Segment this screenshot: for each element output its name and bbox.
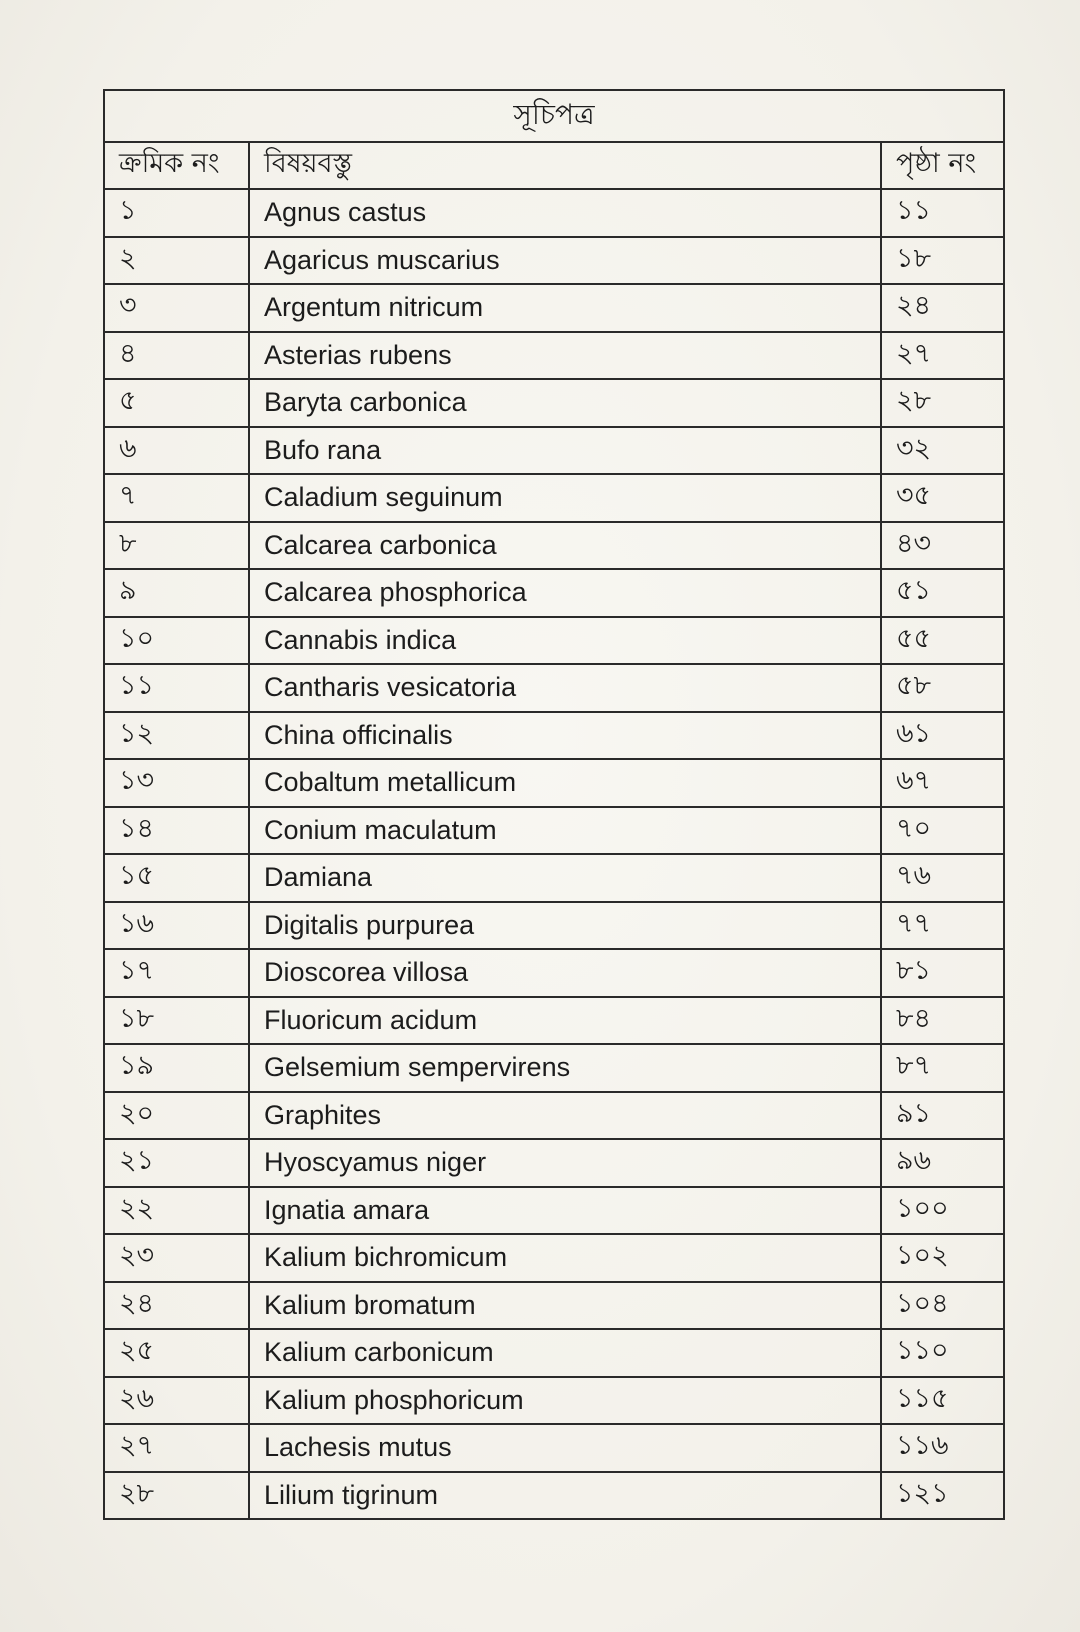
- page-number-cell: ১১৫: [881, 1377, 1004, 1425]
- page-number-cell: ৪৩: [881, 522, 1004, 570]
- page-number-cell: ২৪: [881, 284, 1004, 332]
- column-header-page: পৃষ্ঠা নং: [881, 142, 1004, 189]
- column-header-serial: ক্রমিক নং: [104, 142, 249, 189]
- table-row: [104, 902, 1004, 950]
- serial-cell: ১৫: [104, 854, 249, 902]
- page-number-cell: ১০০: [881, 1187, 1004, 1235]
- page-number-cell: ৬১: [881, 712, 1004, 760]
- page-number-cell: ৯৬: [881, 1139, 1004, 1187]
- table-row: [104, 712, 1004, 760]
- serial-cell: ২৬: [104, 1377, 249, 1425]
- serial-cell: ১৮: [104, 997, 249, 1045]
- table-row: [104, 759, 1004, 807]
- table-row: [104, 379, 1004, 427]
- serial-cell: ২২: [104, 1187, 249, 1235]
- table-row: [104, 332, 1004, 380]
- table-row: [104, 1234, 1004, 1282]
- serial-cell: ২০: [104, 1092, 249, 1140]
- table-row: [104, 617, 1004, 665]
- remedy-name-cell: Bufo rana: [249, 427, 881, 475]
- serial-cell: ১৬: [104, 902, 249, 950]
- page-number-cell: ৫১: [881, 569, 1004, 617]
- table-row: [104, 1472, 1004, 1520]
- table-row: [104, 522, 1004, 570]
- serial-cell: ২৪: [104, 1282, 249, 1330]
- page-number-cell: ৯১: [881, 1092, 1004, 1140]
- remedy-name-cell: Fluoricum acidum: [249, 997, 881, 1045]
- remedy-name-cell: Kalium phosphoricum: [249, 1377, 881, 1425]
- table-row: [104, 664, 1004, 712]
- remedy-name-cell: Cobaltum metallicum: [249, 759, 881, 807]
- table-row: [104, 427, 1004, 475]
- serial-cell: ৫: [104, 379, 249, 427]
- table-row: [104, 997, 1004, 1045]
- table-row: [104, 1044, 1004, 1092]
- page-number-cell: ৩৫: [881, 474, 1004, 522]
- table-title-row: [104, 90, 1004, 142]
- table-row: [104, 1187, 1004, 1235]
- remedy-name-cell: Agaricus muscarius: [249, 237, 881, 285]
- remedy-name-cell: Conium maculatum: [249, 807, 881, 855]
- page-number-cell: ১০২: [881, 1234, 1004, 1282]
- page-number-cell: ৫৮: [881, 664, 1004, 712]
- table-row: [104, 1282, 1004, 1330]
- page-number-cell: ৮৭: [881, 1044, 1004, 1092]
- remedy-name-cell: Kalium bichromicum: [249, 1234, 881, 1282]
- page-number-cell: ১১৬: [881, 1424, 1004, 1472]
- remedy-name-cell: Kalium carbonicum: [249, 1329, 881, 1377]
- table-row: [104, 949, 1004, 997]
- remedy-name-cell: Graphites: [249, 1092, 881, 1140]
- serial-cell: ৪: [104, 332, 249, 380]
- page-number-cell: ১১০: [881, 1329, 1004, 1377]
- page-number-cell: ৭৭: [881, 902, 1004, 950]
- serial-cell: ১০: [104, 617, 249, 665]
- table-row: [104, 1092, 1004, 1140]
- page-number-cell: ১২১: [881, 1472, 1004, 1520]
- page-number-cell: ১১: [881, 189, 1004, 237]
- remedy-name-cell: Caladium seguinum: [249, 474, 881, 522]
- page-number-cell: ৫৫: [881, 617, 1004, 665]
- remedy-name-cell: Hyoscyamus niger: [249, 1139, 881, 1187]
- table-header-row: [104, 142, 1004, 189]
- page-number-cell: ৮১: [881, 949, 1004, 997]
- table-row: [104, 807, 1004, 855]
- serial-cell: ২৩: [104, 1234, 249, 1282]
- table-row: [104, 237, 1004, 285]
- remedy-name-cell: Digitalis purpurea: [249, 902, 881, 950]
- page-number-cell: ৩২: [881, 427, 1004, 475]
- remedy-name-cell: Calcarea phosphorica: [249, 569, 881, 617]
- serial-cell: ২৭: [104, 1424, 249, 1472]
- page-number-cell: ৬৭: [881, 759, 1004, 807]
- remedy-name-cell: Agnus castus: [249, 189, 881, 237]
- table-row: [104, 1329, 1004, 1377]
- serial-cell: ৩: [104, 284, 249, 332]
- table-title: সূচিপত্র: [104, 90, 1004, 142]
- table-row: [104, 474, 1004, 522]
- serial-cell: ১১: [104, 664, 249, 712]
- table-body: [104, 189, 1004, 1519]
- remedy-name-cell: China officinalis: [249, 712, 881, 760]
- contents-table: [103, 89, 1005, 1520]
- remedy-name-cell: Lilium tigrinum: [249, 1472, 881, 1520]
- table-row: [104, 1139, 1004, 1187]
- remedy-name-cell: Kalium bromatum: [249, 1282, 881, 1330]
- serial-cell: ১৩: [104, 759, 249, 807]
- table-row: [104, 854, 1004, 902]
- remedy-name-cell: Damiana: [249, 854, 881, 902]
- serial-cell: ২১: [104, 1139, 249, 1187]
- serial-cell: ২: [104, 237, 249, 285]
- column-header-subject: বিষয়বস্তু: [249, 142, 881, 189]
- table-row: [104, 284, 1004, 332]
- table-row: [104, 569, 1004, 617]
- serial-cell: ১: [104, 189, 249, 237]
- remedy-name-cell: Cannabis indica: [249, 617, 881, 665]
- page-number-cell: ৮৪: [881, 997, 1004, 1045]
- table-row: [104, 1424, 1004, 1472]
- remedy-name-cell: Lachesis mutus: [249, 1424, 881, 1472]
- remedy-name-cell: Cantharis vesicatoria: [249, 664, 881, 712]
- table-row: [104, 1377, 1004, 1425]
- remedy-name-cell: Calcarea carbonica: [249, 522, 881, 570]
- serial-cell: ১৯: [104, 1044, 249, 1092]
- serial-cell: ৯: [104, 569, 249, 617]
- page-number-cell: ২৭: [881, 332, 1004, 380]
- serial-cell: ১৪: [104, 807, 249, 855]
- remedy-name-cell: Dioscorea villosa: [249, 949, 881, 997]
- serial-cell: ৭: [104, 474, 249, 522]
- serial-cell: ১২: [104, 712, 249, 760]
- page-number-cell: ৭৬: [881, 854, 1004, 902]
- table-row: [104, 189, 1004, 237]
- serial-cell: ১৭: [104, 949, 249, 997]
- serial-cell: ৮: [104, 522, 249, 570]
- remedy-name-cell: Gelsemium sempervirens: [249, 1044, 881, 1092]
- remedy-name-cell: Ignatia amara: [249, 1187, 881, 1235]
- page-number-cell: ১০৪: [881, 1282, 1004, 1330]
- page-number-cell: ৭০: [881, 807, 1004, 855]
- page-number-cell: ২৮: [881, 379, 1004, 427]
- serial-cell: ২৮: [104, 1472, 249, 1520]
- remedy-name-cell: Asterias rubens: [249, 332, 881, 380]
- remedy-name-cell: Baryta carbonica: [249, 379, 881, 427]
- remedy-name-cell: Argentum nitricum: [249, 284, 881, 332]
- page-number-cell: ১৮: [881, 237, 1004, 285]
- serial-cell: ৬: [104, 427, 249, 475]
- serial-cell: ২৫: [104, 1329, 249, 1377]
